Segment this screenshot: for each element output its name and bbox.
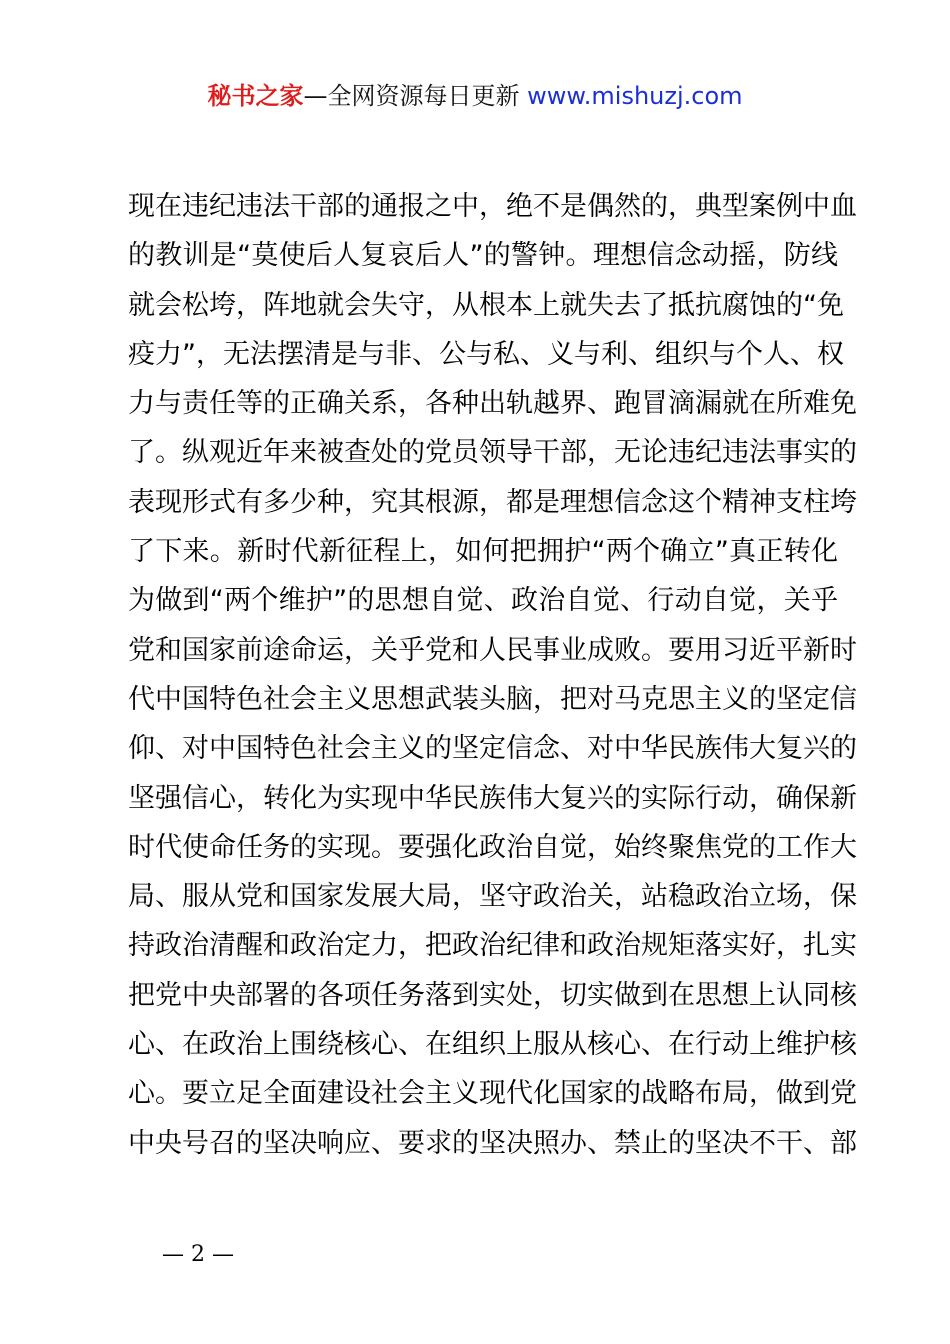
body-line: 时代使命任务的实现。要强化政治自觉，始终聚焦党的工作大 bbox=[128, 831, 857, 863]
body-line: 持政治清醒和政治定力，把政治纪律和政治规矩落实好，扎实 bbox=[128, 930, 857, 962]
body-line: 为做到“两个维护”的思想自觉、政治自觉、行动自觉，关乎 bbox=[128, 585, 838, 617]
header-slogan: —全网资源每日更新 bbox=[303, 82, 528, 110]
body-line: 了。纵观近年来被查处的党员领导干部，无论违纪违法事实的 bbox=[128, 437, 857, 469]
body-line: 代中国特色社会主义思想武装头脑，把对马克思主义的坚定信 bbox=[128, 683, 857, 715]
body-line: 力与责任等的正确关系，各种出轨越界、跑冒滴漏就在所难免 bbox=[128, 388, 857, 420]
body-line: 把党中央部署的各项任务落到实处，切实做到在思想上认同核 bbox=[128, 979, 857, 1011]
body-line: 表现形式有多少种，究其根源，都是理想信念这个精神支柱垮 bbox=[128, 486, 857, 518]
body-line: 就会松垮，阵地就会失守，从根本上就失去了抵抗腐蚀的“免 bbox=[128, 289, 844, 321]
body-line: 疫力”，无法摆清是与非、公与私、义与利、组织与个人、权 bbox=[128, 338, 844, 370]
page-header bbox=[0, 80, 950, 112]
body-line: 心。要立足全面建设社会主义现代化国家的战略布局，做到党 bbox=[128, 1078, 857, 1110]
site-url-link[interactable]: www.mishuzj.com bbox=[527, 82, 743, 110]
page-number: — 2 — bbox=[162, 1242, 234, 1267]
body-line: 的教训是“莫使后人复哀后人”的警钟。理想信念动摇，防线 bbox=[128, 240, 838, 272]
brand-name: 秘书之家 bbox=[207, 82, 304, 110]
body-line: 坚强信心，转化为实现中华民族伟大复兴的实际行动，确保新 bbox=[128, 782, 857, 814]
body-line: 中央号召的坚决响应、要求的坚决照办、禁止的坚决不干、部 bbox=[128, 1127, 857, 1159]
body-line: 现在违纪违法干部的通报之中，绝不是偶然的，典型案例中血 bbox=[128, 191, 857, 222]
body-line: 仰、对中国特色社会主义的坚定信念、对中华民族伟大复兴的 bbox=[128, 733, 857, 765]
body-line: 党和国家前途命运，关乎党和人民事业成败。要用习近平新时 bbox=[128, 634, 857, 666]
document-body bbox=[128, 182, 857, 1168]
body-line: 心、在政治上围绕核心、在组织上服从核心、在行动上维护核 bbox=[128, 1029, 857, 1061]
body-line: 局、服从党和国家发展大局，坚守政治关，站稳政治立场，保 bbox=[128, 881, 857, 913]
body-line: 了下来。新时代新征程上，如何把拥护“两个确立”真正转化 bbox=[128, 536, 838, 568]
